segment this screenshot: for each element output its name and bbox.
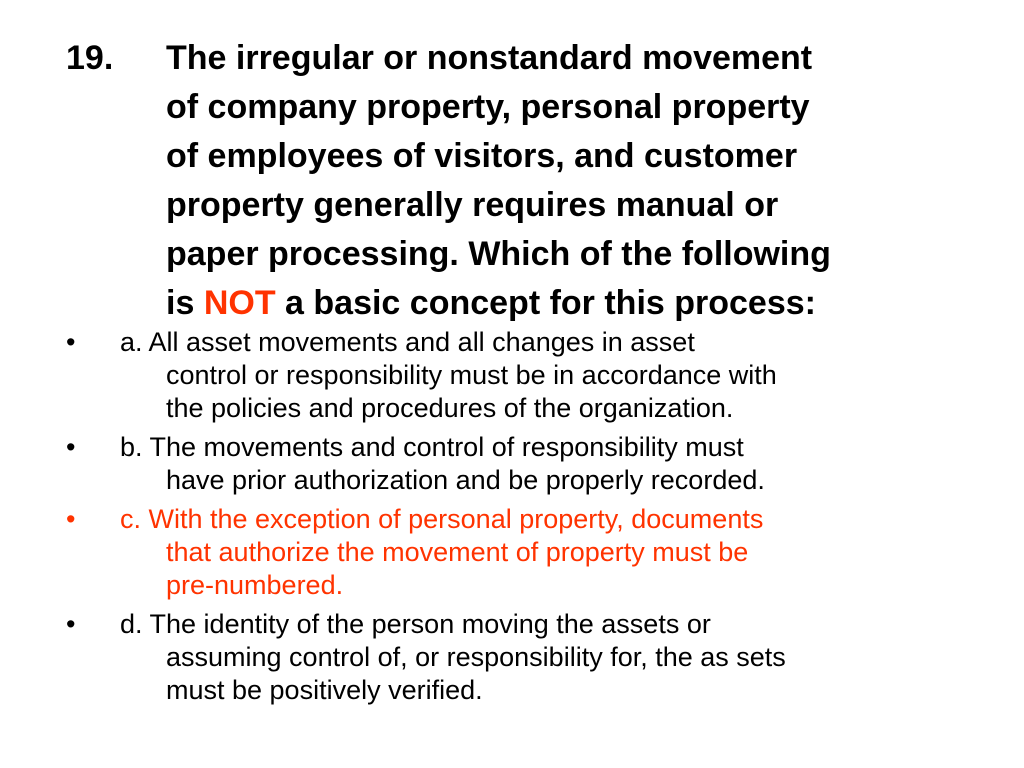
bullet-icon: •: [66, 432, 76, 462]
question-last-pre: is: [166, 284, 204, 322]
option-d: [66, 608, 966, 707]
question-text: [166, 34, 966, 328]
option-a-line: the policies and procedures of the organization.: [166, 393, 734, 423]
option-c-line: pre-numbered.: [166, 570, 344, 600]
option-a-line: control or responsibility must be in accordance with: [166, 360, 777, 390]
option-d-line: must be positively verified.: [166, 675, 483, 705]
question-block: [66, 34, 966, 328]
option-c-first-line: c. With the exception of personal property, documents: [120, 504, 764, 534]
question-line: The irregular or nonstandard movement: [166, 39, 813, 77]
question-number: 19.: [66, 39, 114, 77]
option-c-correct: [66, 503, 966, 602]
option-a: [66, 326, 966, 425]
option-b: [66, 431, 966, 497]
question-line: of employees of visitors, and customer: [166, 137, 798, 175]
question-line: property generally requires manual or: [166, 186, 779, 224]
question-emphasis-not: NOT: [203, 284, 276, 322]
question-last-post: a basic concept for this process:: [275, 284, 816, 322]
bullet-icon: •: [66, 327, 76, 357]
option-b-first-line: b. The movements and control of responsibility must: [120, 432, 744, 462]
bullet-icon: •: [66, 609, 76, 639]
question-line: paper processing. Which of the following: [166, 235, 831, 273]
option-d-first-line: d. The identity of the person moving the assets or: [120, 609, 711, 639]
answer-options: [66, 326, 966, 707]
option-d-line: assuming control of, or responsibility for, the as sets: [166, 642, 786, 672]
option-b-line: have prior authorization and be properly recorded.: [166, 465, 765, 495]
option-c-line: that authorize the movement of property must be: [166, 537, 749, 567]
question-line: of company property, personal property: [166, 88, 810, 126]
option-a-first-line: a. All asset movements and all changes in asset: [120, 327, 695, 357]
question-line-last: [166, 279, 966, 328]
bullet-icon: •: [66, 504, 76, 534]
